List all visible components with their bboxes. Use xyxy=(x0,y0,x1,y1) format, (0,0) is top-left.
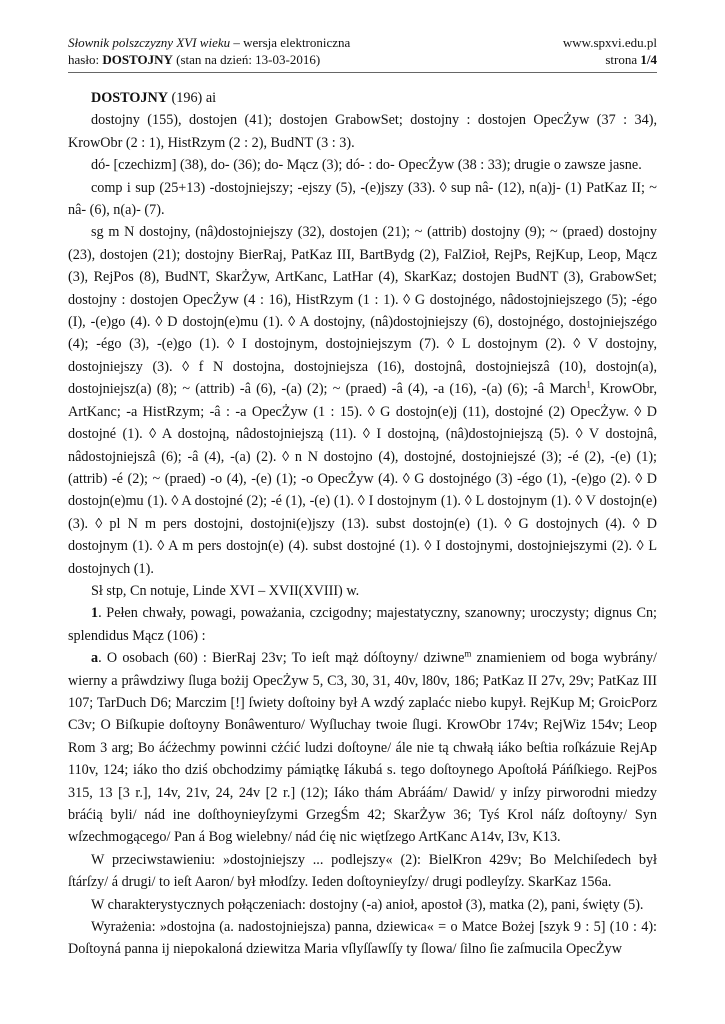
sense-1a-superscript: m xyxy=(464,648,472,659)
subsense-letter: a xyxy=(91,650,99,667)
sources-paragraph: Sł stp, Cn notuje, Linde XVI – XVII(XVIII) w. xyxy=(91,582,360,599)
entry-headline xyxy=(68,87,657,109)
headword-count: (196) ai xyxy=(168,90,217,106)
entry-label: hasło: xyxy=(68,52,103,67)
inflection-text-1: sg m N dostojny, (nâ)dostojniejszy (32), dostojen (21); ~ (attrib) dostojny (9); ~ (praed) dostojny (23), dostojen (21); dostojny BierRaj, PatKaz III, BartBydg (2), FalZioł, RejPs, RejKup, Leop, Mącz (3), RejPos (8), BudNT, SkarŻyw, ArtKanc, LatHar (4), SkarKaz; dostojen BudNT (3), GrabowSet; dostojny : dostojen OpecŻyw (4 : 16), HistRzym (1 : 1). ◊ G dostojnégo, nâdostojniejszego (5); -égo (I), -(e)go (4). ◊ D dostojn(e)mu (1). ◊ A dostojny, (nâ)dostojniejszy (6), dostojnégo, dostojniejszégo (4); -égo (3), -(e)go (1). ◊ I dostojnym, dostojniejszym (7). ◊ L dostojnym (2). ◊ V dostojny, dostojniejszy (3). ◊ f N dostojna, dostojniejsza (16), dostojnâ, dostojniejszâ (10), dostojn(a), dostojniejsz(a) (8); ~ (attrib) -â (6), -(a) (2); ~ (praed) -â (4), -a (16), -(a) (6); -â March xyxy=(68,224,657,398)
sense-1-definition: . Pełen chwały, powagi, poważania, czcigodny; majestatyczny, szanowny; uroczysty; dignus Cn; splendidus Mącz (106) : xyxy=(68,605,657,644)
header-right xyxy=(563,34,657,68)
collocations-paragraph: W charakterystycznych połączeniach: dostojny (-a) anioł, apostoł (3), matka (2), pani, święty (5). xyxy=(91,896,644,913)
contrast-paragraph: W przeciwstawieniu: »dostojniejszy ... podlejszy« (2): BielKron 429v; Bo Melchiſedech był ſtárſzy/ á drugi/ to ieſt Aaron/ był młodſzy. Ieden doſtoynieyſzy/ drugi podleyſzy. SkarKaz 156a. xyxy=(68,851,657,891)
page-label: strona xyxy=(605,52,641,67)
spelling-paragraph: dó- [czechizm] (38), do- (36); do- Mącz (3); dó- : do- OpecŻyw (38 : 33); drugie o zawsze jasne. xyxy=(91,157,642,174)
sense-number: 1 xyxy=(91,605,99,622)
header-left xyxy=(68,34,350,68)
dictionary-title xyxy=(68,34,350,51)
sense-1-paragraph xyxy=(68,602,657,647)
sense-1a-text-2: znamieniem od boga wybrány/ wierny a prâwdziwy ſluga bożij OpecŻyw 5, C3, 30, 31, 40v, l80v, 186; PatKaz II 27v, 29v; PatKaz III 107; TarDuch D6; Marczim [!] ſwiety doſtoiny był A wzdý zaplaćc niebo kupył. RejKup M; GroicPorz C3v; O Biſkupie doſtoyny Bonâwenturo/ Wyſluchay twoie ſlugi. KrowObr 174v; RejWiz 154v; Leop Rom 3 arg; Bo áćżechmy powinni cżćić ludzi doſtoyne/ ále nie tą chwałą iáko beſtia roſkázuie RejAp 110v, 124; iáko tho dziś obchodzimy pámiątkę Iákubá s. tego doſtoynego Apoſtołá Páńſkiego. RejPos 315, 13 [3 r.], 14v, 21v, 24, 24v [2 r.] (12); Iáko thám Abráám/ Dawid/ y inſzy pirworodni miedzy bráćią byli/ nád ine doſthoynieyſzymi GrzegŚm 42; SkarŻyw 36; Tyś Krol náſz doſtoyny/ Syn wſzechmogącego/ Pan á Bog wielebny/ nád ćię nic więtſzego ArtKanc A14v, I3v, K13. xyxy=(68,650,657,846)
page-number: 1/4 xyxy=(640,52,657,67)
page-header xyxy=(68,34,657,68)
sense-1a-text-1: . O osobach (60) : BierRaj 23v; To ieſt mąż dóſtoyny/ dziwne xyxy=(98,650,465,667)
dictionary-name: Słownik polszczyzny XVI wieku xyxy=(68,35,231,50)
header-divider xyxy=(68,72,657,73)
site-url[interactable]: www.spxvi.edu.pl xyxy=(562,35,657,50)
page-counter xyxy=(563,51,657,68)
expressions-paragraph: Wyrażenia: »dostojna (a. nadostojniejsza) panna, dziewica« = o Matce Bożej [szyk 9 : 5] (10 : 4): Doſtoyná panna ij niepokaloná dziewitza Maria vſlyſſawſſy ty ſlowa/ ſilno ſie zaſmucila OpecŻyw xyxy=(68,919,657,958)
inflection-paragraph xyxy=(68,221,657,580)
inflection-superscript: 1 xyxy=(586,379,591,390)
headword: DOSTOJNY xyxy=(91,90,168,106)
entry-body xyxy=(68,87,657,961)
comparison-paragraph: comp i sup (25+13) -dostojniejszy; -ejszy (5), -(e)jszy (33). ◊ sup nâ- (12), n(a)j- (1) PatKaz II; ~ nâ- (6), n(a)- (7). xyxy=(68,179,657,219)
entry-date: (stan na dzień: 13-03-2016) xyxy=(172,52,321,67)
edition-label: – wersja elektroniczna xyxy=(230,35,351,50)
sense-1a-paragraph xyxy=(68,647,657,849)
entry-word: DOSTOJNY xyxy=(102,52,173,67)
inflection-text-2: , KrowObr, ArtKanc; -a HistRzym; -â : -a OpecŻyw (1 : 15). ◊ G dostojn(e)j (11), dostojné (2) OpecŻyw. ◊ D dostojné (1). ◊ A dostojną, nâdostojniejszą (11). ◊ I dostojną, (nâ)dostojniejszą (5). ◊ V dostojnâ, nâdostojniejszâ (6); -â (4), -(a) (2). ◊ n N dostojno (4), dostojné, dostojniejszé (3); -é (2), -(e) (1); (attrib) -é (2); ~ (praed) -o (4), -(e) (1); -o OpecŻyw (4). ◊ G dostojnégo (3) -égo (1), -(e)go (2). ◊ D dostojn(e)mu (1). ◊ A dostojné (2); -é (1), -(e) (1). ◊ I dostojnym (1). ◊ L dostojnym (1). ◊ V dostojn(e) (3). ◊ pl N m pers dostojni, dostojni(e)jszy (13). subst dostojn(e) (1). ◊ G dostojnych (4). ◊ D dostojnym (1). ◊ A m pers dostojn(e) (4). subst dostojné (1). ◊ I dostojnymi, dostojniejszymi (2). ◊ L dostojnych (1). xyxy=(68,381,657,577)
entry-status xyxy=(68,51,350,68)
forms-paragraph: dostojny (155), dostojen (41); dostojen GrabowSet; dostojny : dostojen OpecŻyw (37 : 34), KrowObr (2 : 1), HistRzym (2 : 2), BudNT (3 : 3). xyxy=(68,112,657,151)
